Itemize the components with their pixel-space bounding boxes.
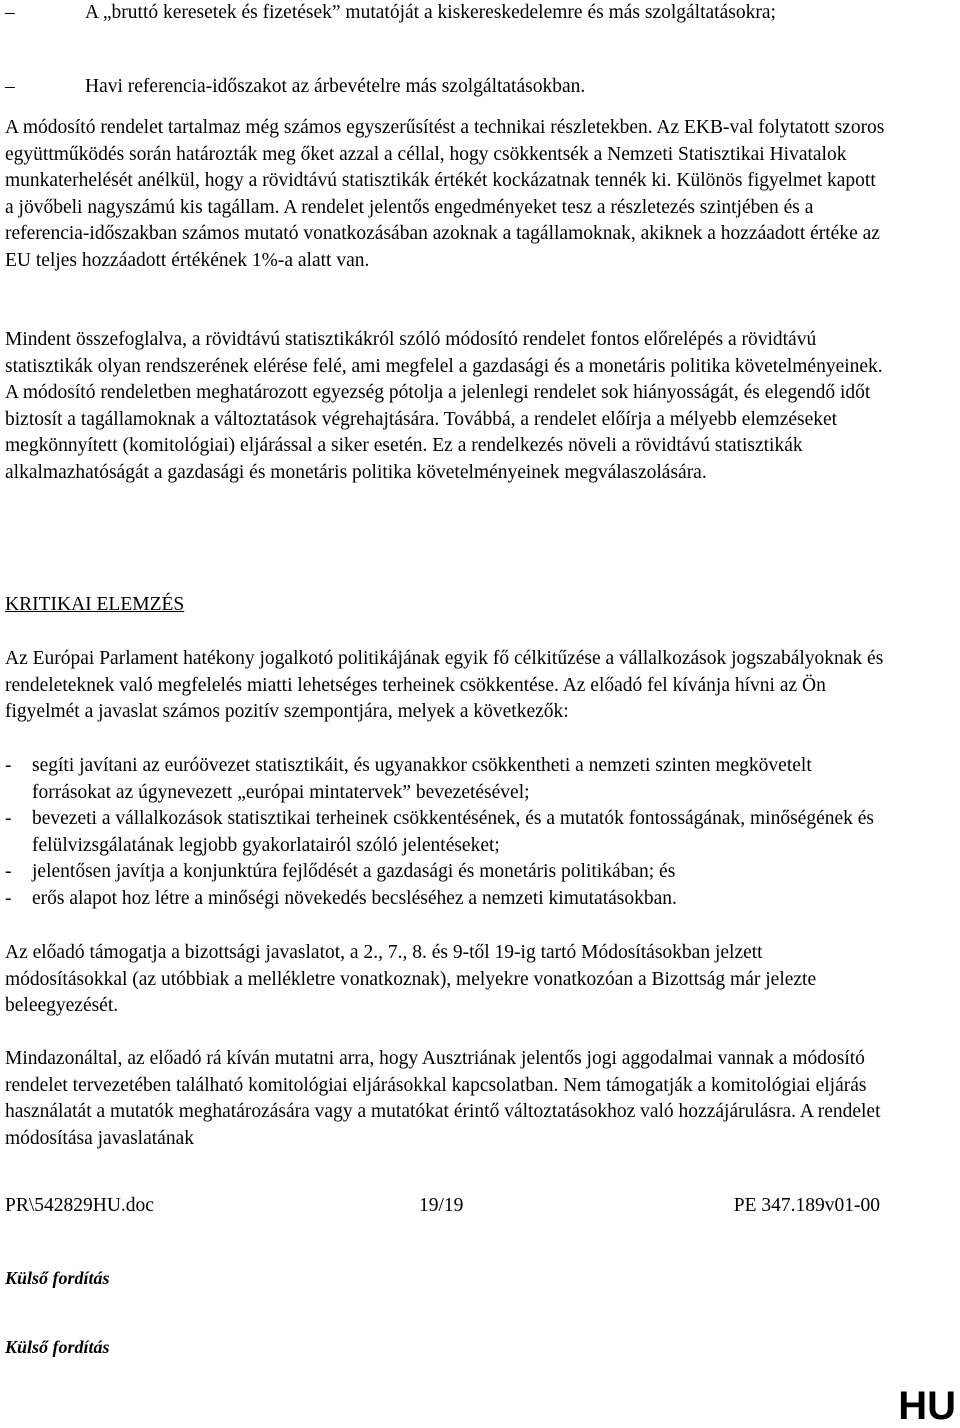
translation-note: Külső fordítás [5,1268,110,1288]
paragraph-support: Az előadó támogatja a bizottsági javaslatot, a 2., 7., 8. és 9-től 19-ig tartó Módosításokban jelzett módosításokkal (az utóbbiak a mellékletre vonatkoznak), melyekre vonatkozóan a Bizottság már jelezte beleegyezését. [5,942,817,1017]
paragraph-summary: Mindent összefoglalva, a rövidtávú statisztikákról szóló módosító rendelet fontos előrelépés a rövidtávú statisztikák olyan rendszerének elérése felé, ami megfelel a gazdasági és a monetáris politika követelményeinek. A módosító rendeletben meghatározott egyezség pótolja a jelenlegi rendelet sok hiányosságát, és elegendő időt biztosít a tagállamoknak a változtatások végrehajtására. Továbbá, a rendelet előírja a mélyebb elemzéseket megkönnyített (komitológiai) eljárással a siker esetén. Ez a rendelkezés növeli a rövidtávú statisztikák alkalmazhatóságát a gazdasági és monetáris politika követelményeinek megválaszolására. [5,329,883,483]
benefits-list [5,753,885,913]
list-marker: - [5,887,12,909]
paragraph-austria: Mindazonáltal, az előadó rá kíván mutatni arra, hogy Ausztriának jelentős jogi aggodalmai vannak a módosító rendelet tervezetében található komitológiai eljárásokkal kapcsolatban. Nem támogatják a komitológiai eljárás használatát a mutatók meghatározására vagy a mutatókat érintő változtatásokhoz való hozzájárulásra. A rendelet módosítása javaslatának [5,1048,881,1149]
language-code: HU [898,1384,956,1428]
paragraph-simplifications: A módosító rendelet tartalmaz még számos egyszerűsítést a technikai részletekben. Az EKB-val folytatott szoros együttműködés során határozták meg őket azzal a céllal, hogy csökkentsék a Nemzeti Statisztikai Hivatalok munkaterhelését anélkül, hogy a rövidtávú statisztikák értékét kockázatnak tennék ki. Különös figyelmet kapott a jövőbeli nagyszámú kis tagállam. A rendelet jelentős engedményeket tesz a részletezés szintjében és a referencia-időszakban számos mutató vonatkozásában azoknak a tagállamoknak, akiknek a hozzáadott értéke az EU teljes hozzáadott értékének 1%-a alatt van. [5,117,885,271]
list-item-text: bevezeti a vállalkozások statisztikai terheinek csökkentésének, és a mutatók fontosságának, minőségének és felülvizsgálatának legjobb gyakorlatairól szóló jelentéseket; [32,808,875,856]
list-item-text: jelentősen javítja a konjunktúra fejlődését a gazdasági és monetáris politikában; és [32,861,676,883]
list-item [5,886,885,913]
dash-marker: – [5,76,15,97]
footer-doc-ref: PR\542829HU.doc [5,1195,154,1216]
list-marker: - [5,861,12,883]
footer-page-number: 19/19 [419,1195,464,1216]
section-heading: KRITIKAI ELEMZÉS [5,594,185,615]
dash-marker: – [5,2,15,23]
list-item-text: erős alapot hoz létre a minőségi növekedés becsléséhez a nemzeti kimutatásokban. [32,887,677,909]
dash-item-text: A „bruttó keresetek és fizetések” mutatóját a kiskereskedelemre és más szolgáltatásokra; [85,2,776,23]
paragraph-parliament: Az Európai Parlament hatékony jogalkotó politikájának egyik fő célkitűzése a vállalkozások jogszabályoknak és rendeleteknek való megfelelés miatti lehetséges terheinek csökkentése. Az előadó fel kívánja hívni az Ön figyelmét a javaslat számos pozitív szempontjára, melyek a következők: [5,648,884,723]
footer-pe-ref: PE 347.189v01-00 [733,1195,880,1216]
translation-note: Külső fordítás [5,1337,110,1357]
list-marker: - [5,755,12,776]
list-item [5,806,885,859]
list-item [5,859,885,886]
list-item [5,753,885,806]
dash-item-text: Havi referencia-időszakot az árbevételre más szolgáltatásokban. [85,76,586,97]
list-marker: - [5,808,12,830]
page-footer [5,1193,880,1220]
list-item-text: segíti javítani az euróövezet statisztikáit, és ugyanakkor csökkentheti a nemzeti szinten megkövetelt forrásokat az úgynevezett „európai mintatervek” bevezetésével; [32,755,812,803]
